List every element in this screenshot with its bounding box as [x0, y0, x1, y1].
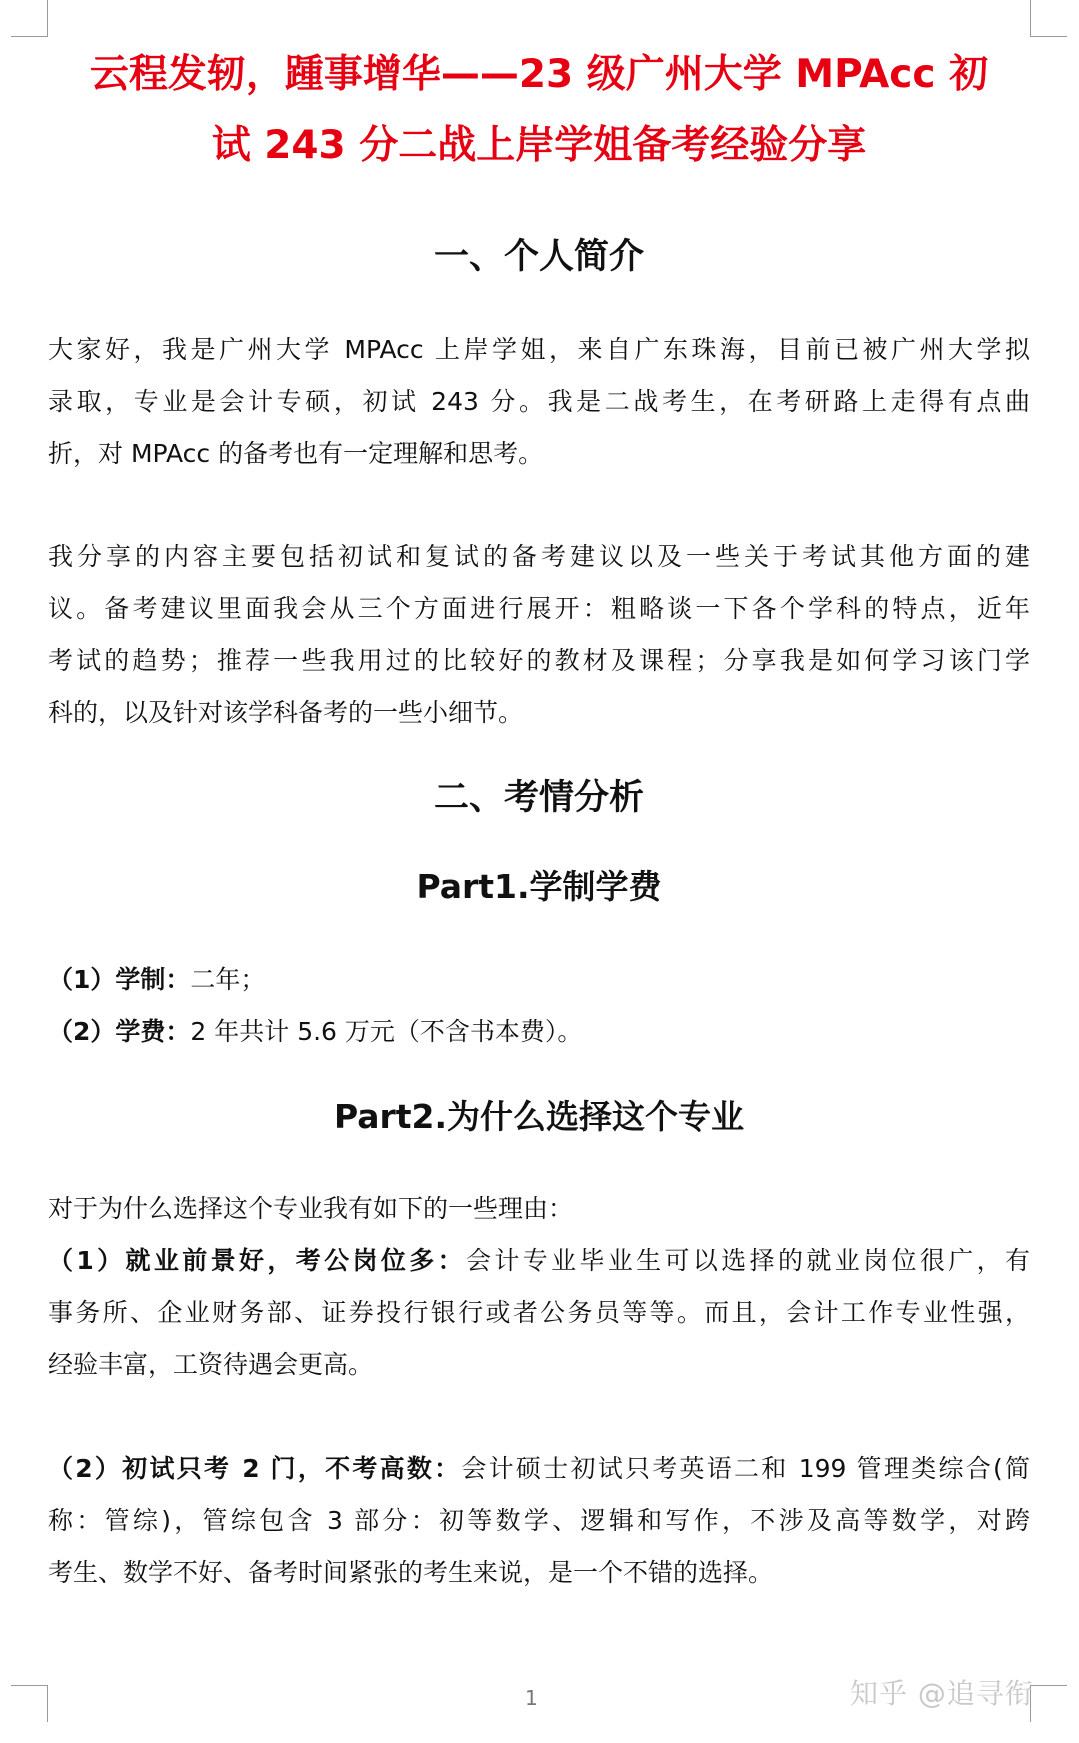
paragraph-line: 考生、数学不好、备考时间紧张的考生来说，是一个不错的选择。 — [48, 1558, 774, 1587]
page-number: 1 — [525, 1686, 538, 1710]
list-item-label: （2）学费： — [48, 1017, 191, 1046]
section-heading-intro: 一、个人简介 — [433, 237, 644, 277]
paragraph-line: 大家好，我是广州大学 MPAcc 上岸学姐，来自广东珠海，目前已被广州大学拟 — [48, 335, 1030, 364]
paragraph-line: 科的，以及针对该学科备考的一些小细节。 — [48, 698, 524, 727]
paragraph-line: 事务所、企业财务部、证券投行银行或者公务员等等。而且，会计工作专业性强， — [48, 1298, 1030, 1327]
section-heading-analysis: 二、考情分析 — [433, 778, 644, 818]
document-title-line-1: 云程发轫，踵事增华——23 级广州大学 MPAcc 初 — [89, 52, 989, 97]
list-item-label: （1）学制： — [48, 965, 191, 994]
paragraph-line: 称：管综)，管综包含 3 部分：初等数学、逻辑和写作，不涉及高等数学，对跨 — [48, 1506, 1030, 1535]
paragraph-line: 我分享的内容主要包括初试和复试的备考建议以及一些关于考试其他方面的建 — [48, 542, 1030, 571]
list-item-duration — [48, 962, 1030, 998]
paragraph-line: 录取，专业是会计专硕，初试 243 分。我是二战考生，在考研路上走得有点曲 — [48, 387, 1030, 416]
list-item-text: 2 年共计 5.6 万元（不含书本费）。 — [190, 1017, 583, 1046]
crop-mark-bottom-left — [11, 1685, 48, 1722]
subheading-part2: Part2.为什么选择这个专业 — [333, 1097, 745, 1136]
zhihu-watermark: 知乎 @追寻衔 — [850, 1677, 1034, 1710]
crop-mark-top-right — [1030, 0, 1067, 37]
reason-text: 会计硕士初试只考英语二和 199 管理类综合(简 — [461, 1454, 1030, 1483]
list-item-text: 二年； — [190, 965, 266, 994]
document-title-line-2: 试 243 分二战上岸学姐备考经验分享 — [211, 123, 867, 168]
reason-2-line — [48, 1451, 1030, 1487]
paragraph-line: 议。备考建议里面我会从三个方面进行展开：粗略谈一下各个学科的特点，近年 — [48, 594, 1030, 623]
reason-1-line — [48, 1243, 1030, 1279]
reason-label: （2）初试只考 2 门，不考高数： — [48, 1454, 462, 1483]
paragraph-line: 折，对 MPAcc 的备考也有一定理解和思考。 — [48, 439, 544, 468]
paragraph-intro: 对于为什么选择这个专业我有如下的一些理由： — [48, 1194, 574, 1223]
reason-label: （1）就业前景好，考公岗位多： — [48, 1246, 466, 1275]
paragraph-line: 考试的趋势；推荐一些我用过的比较好的教材及课程；分享我是如何学习该门学 — [48, 646, 1030, 675]
list-item-tuition — [48, 1014, 1030, 1050]
subheading-part1: Part1.学制学费 — [416, 867, 662, 906]
crop-mark-top-left — [11, 0, 48, 37]
reason-text: 会计专业毕业生可以选择的就业岗位很广，有 — [465, 1246, 1030, 1275]
crop-mark-bottom-right — [1030, 1685, 1067, 1722]
paragraph-line: 经验丰富，工资待遇会更高。 — [48, 1350, 374, 1379]
